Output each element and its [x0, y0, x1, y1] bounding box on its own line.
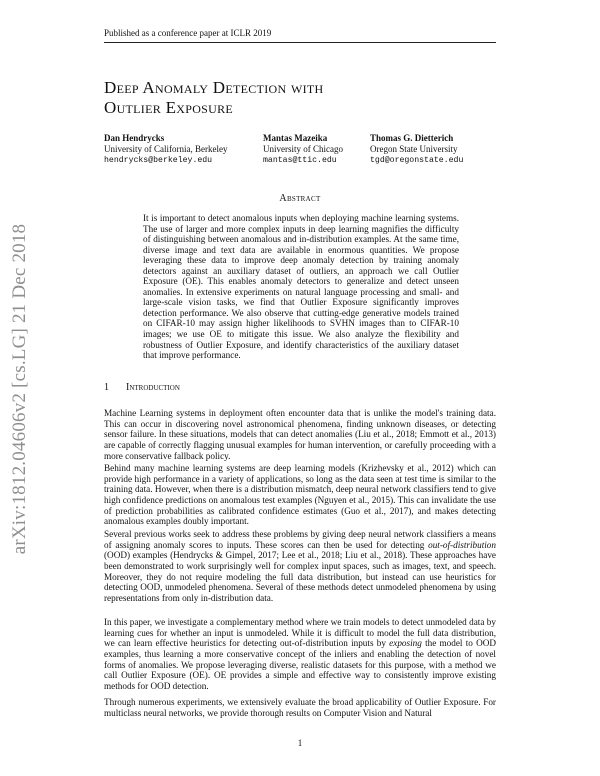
author-1 — [104, 133, 227, 166]
intro-paragraph-3 — [104, 529, 496, 604]
author-affiliation: Oregon State University — [370, 144, 458, 154]
arxiv-identifier-stamp — [0, 0, 40, 776]
author-email: tgd@oregonstate.edu — [370, 156, 464, 165]
intro-paragraph-5: Through numerous experiments, we extensively evaluate the broad applicability of Outlier Exposure. For multiclass neural networks, we provide thorough results on Computer Vision and Natural — [104, 697, 496, 718]
section-title: Introduction — [126, 382, 180, 393]
section-heading — [104, 382, 180, 393]
intro-paragraph-4-part-a: In this paper, we investigate a complementary method where we train models to detect unmodeled data by learning cues for whether an input is unmodeled. While it is difficult to model the full data distribution, we can learn effective heuristics for detecting out-of-distribution inputs by — [104, 617, 496, 649]
intro-paragraph-2: Behind many machine learning systems are deep learning models (Krizhevsky et al., 2012) which can provide high performance in a variety of applications, so long as the data seen at test time is similar to the training data. However, when there is a distribution mismatch, deep neural network classifiers tend to give high confidence predictions on anomalous test examples (Nguyen et al., 2015). This can invalidate the use of prediction probabilities as calibrated confidence estimates (Guo et al., 2017), and makes detecting anomalous examples doubly important. — [104, 463, 496, 527]
page-number: 1 — [297, 738, 303, 748]
intro-paragraph-3-part-a: Several previous works seek to address these problems by giving deep neural network classifiers a means of assigning anomaly scores to inputs. These scores can then be used for detecting — [104, 529, 496, 550]
intro-paragraph-4-emphasis: exposing — [389, 638, 422, 649]
author-affiliation: University of Chicago — [263, 144, 343, 154]
author-email: hendrycks@berkeley.edu — [104, 156, 213, 165]
intro-paragraph-3-part-b: (OOD) examples (Hendrycks & Gimpel, 2017; Lee et al., 2018; Liu et al., 2018). These approaches have been demonstrated to work surprisingly well for complex input spaces, such as images, text, and speech. Moreover, they do not require modeling the full data distribution, but instead can use heuristics for detecting OOD, unmodeled phenomena. Several of these methods detect unmodeled phenomena by using representations from only in-distribution data. — [104, 550, 496, 603]
arxiv-identifier-text: arXiv:1812.04606v2 [cs.LG] 21 Dec 2018 — [9, 223, 30, 555]
paper-title — [104, 78, 504, 118]
author-email: mantas@ttic.edu — [263, 156, 337, 165]
author-name: Thomas G. Dietterich — [370, 133, 454, 143]
header-rule — [104, 42, 496, 43]
intro-paragraph-4-part-b: the model to OOD examples, thus learning a more conservative concept of the inliers and enabling the detection of novel forms of anomalies. We propose leveraging diverse, realistic datasets for this purpose, with a method we call Outlier Exposure (OE). OE provides a simple and effective way to consistently improve existing methods for OOD detection. — [104, 638, 496, 691]
author-name: Dan Hendrycks — [104, 133, 165, 143]
author-3 — [370, 133, 463, 166]
author-name: Mantas Mazeika — [263, 133, 328, 143]
paper-title-line-1: Deep Anomaly Detection with — [104, 78, 324, 97]
running-header: Published as a conference paper at ICLR 2019 — [104, 28, 272, 38]
author-2 — [263, 133, 343, 166]
abstract-heading: Abstract — [279, 193, 321, 204]
abstract-text: It is important to detect anomalous inputs when deploying machine learning systems. The use of larger and more complex inputs in deep learning magnifies the difficulty of distinguishing between anomalous and in-distribution examples. At the same time, diverse image and text data are available in enormous quantities. We propose leveraging these data to improve deep anomaly detection by training anomaly detectors against an auxiliary dataset of outliers, an approach we call Outlier Exposure (OE). This enables anomaly detectors to generalize and detect unseen anomalies. In extensive experiments on natural language processing and small- and large-scale vision tasks, we find that Outlier Exposure significantly improves detection performance. We also observe that cutting-edge generative models trained on CIFAR-10 may assign higher likelihoods to SVHN images than to CIFAR-10 images; we use OE to mitigate this issue. We also analyze the flexibility and robustness of Outlier Exposure, and identify characteristics of the auxiliary dataset that improve performance. — [143, 213, 459, 361]
intro-paragraph-3-emphasis: out-of-distribution — [428, 539, 496, 550]
intro-paragraph-1: Machine Learning systems in deployment often encounter data that is unlike the model's training data. This can occur in discovering novel astronomical phenomena, finding unknown diseases, or detecting sensor failure. In these situations, models that can detect anomalies (Liu et al., 2018; Emmott et al., 2013) are capable of correctly flagging unusual examples for human intervention, or carefully proceeding with a more conservative fallback policy. — [104, 408, 496, 461]
section-number: 1 — [104, 382, 109, 393]
intro-paragraph-4 — [104, 617, 496, 692]
author-affiliation: University of California, Berkeley — [104, 144, 228, 154]
paper-title-line-2: Outlier Exposure — [104, 98, 234, 117]
